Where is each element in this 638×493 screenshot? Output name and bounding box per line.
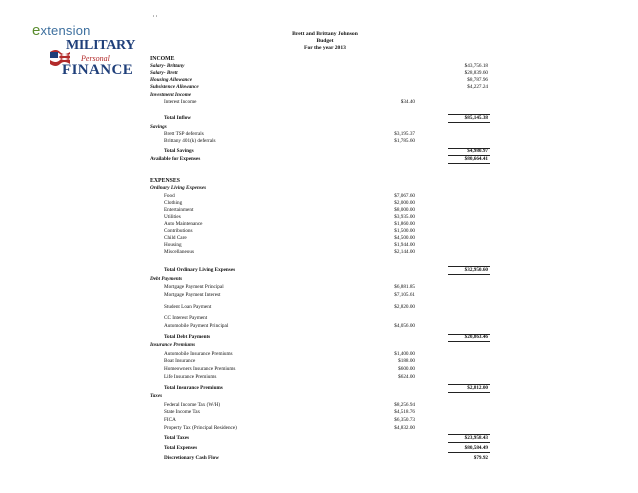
- savings-item-label: Brittany 401(k) deferrals: [164, 138, 216, 144]
- savings-item-label: Brett TSP deferrals: [164, 131, 204, 137]
- total-insurance-label: Total Insurance Premiums: [164, 385, 223, 391]
- total-taxes-underline: [448, 442, 490, 443]
- ordinary-item-label: Child Care: [164, 235, 187, 241]
- debt-item-label: Mortgage Payment Principal: [164, 284, 224, 290]
- debt-item-label: Mortgage Payment Interest: [164, 292, 221, 298]
- ordinary-item-label: Contributions: [164, 228, 193, 234]
- total-inflow-label: Total Inflow: [164, 115, 192, 121]
- available-value: $80,664.41: [464, 156, 488, 162]
- ordinary-item-value: $1,860.00: [394, 221, 415, 227]
- income-title: INCOME: [150, 56, 175, 62]
- ordinary-item-value: $2,144.00: [394, 249, 415, 255]
- savings-title: Savings: [150, 124, 167, 130]
- cash-flow-value: $79.92: [473, 455, 488, 461]
- debt-payments-title: Debt Payments: [150, 276, 183, 282]
- total-taxes-label: Total Taxes: [164, 435, 190, 441]
- ordinary-item-value: $1,944.00: [394, 242, 415, 248]
- tax-item-value: $8,256.94: [394, 402, 415, 408]
- income-item-label: Salary- Brittany: [150, 63, 185, 69]
- savings-item-value: $3,195.37: [394, 131, 415, 137]
- debt-item-label: Automobile Payment Principal: [164, 323, 229, 329]
- total-expenses-label: Total Expenses: [164, 445, 198, 451]
- income-item-value: $28,839.60: [464, 70, 488, 76]
- ordinary-item-label: Food: [164, 193, 175, 199]
- ordinary-item-value: $2,000.00: [394, 200, 415, 206]
- insurance-item-value: $1,400.00: [394, 351, 415, 357]
- income-item-label: Salary- Brett: [150, 70, 178, 76]
- insurance-item-value: $188.00: [398, 358, 415, 364]
- expenses-title: EXPENSES: [150, 178, 180, 184]
- insurance-item-value: $600.00: [398, 366, 415, 372]
- total-savings-value: $4,980.97: [467, 148, 488, 154]
- debt-item-value: $6,881.85: [394, 284, 415, 290]
- total-debt-underline: [448, 341, 490, 342]
- debt-item-label: CC Interest Payment: [164, 315, 208, 321]
- insurance-item-value: $624.00: [398, 374, 415, 380]
- tax-item-value: $6,350.73: [394, 417, 415, 423]
- debt-item-value: $2,820.00: [394, 304, 415, 310]
- header-period: For the year 2013: [304, 45, 346, 51]
- ordinary-item-label: Auto Maintenance: [164, 221, 203, 227]
- total-expenses-value: $80,584.49: [464, 445, 488, 451]
- debt-item-value: $7,105.61: [394, 292, 415, 298]
- debt-item-value: $4,056.00: [394, 323, 415, 329]
- insurance-title: Insurance Premiums: [150, 342, 196, 348]
- ordinary-item-value: $1,500.00: [394, 228, 415, 234]
- interest-income-value: $34.40: [400, 99, 415, 105]
- savings-item-value: $1,785.60: [394, 138, 415, 144]
- investment-income-title: Investment Income: [150, 92, 192, 98]
- logo-personal-text: Personal: [81, 54, 110, 63]
- ordinary-item-label: Housing: [164, 242, 182, 248]
- income-item-label: Housing Allowance: [150, 77, 193, 83]
- insurance-item-label: Homeowners Insurance Premiums: [164, 366, 236, 372]
- ordinary-item-label: Entertainment: [164, 207, 194, 213]
- total-ordinary-value: $32,950.60: [464, 267, 488, 273]
- total-insurance-value: $2,812.00: [467, 385, 488, 391]
- ordinary-item-value: $8,000.00: [394, 207, 415, 213]
- total-expenses-underline: [448, 452, 490, 453]
- tax-item-value: $4,832.00: [394, 425, 415, 431]
- total-ordinary-underline: [448, 274, 490, 275]
- ordinary-expenses-title: Ordinary Living Expenses: [150, 185, 207, 191]
- available-underline: [448, 163, 490, 164]
- total-insurance-underline: [448, 392, 490, 393]
- income-item-value: $4,227.24: [467, 84, 488, 90]
- insurance-item-label: Life Insurance Premiums: [164, 374, 217, 380]
- stray-mark: ˙˙: [152, 14, 158, 24]
- tax-item-label: Property Tax (Principal Residence): [164, 425, 237, 431]
- ordinary-item-value: $4,500.00: [394, 235, 415, 241]
- insurance-item-label: Automobile Insurance Premiums: [164, 351, 233, 357]
- available-label: Available for Expenses: [150, 156, 201, 162]
- total-taxes-value: $23,958.43: [464, 435, 488, 441]
- tax-item-label: FICA: [164, 417, 176, 423]
- logo-military-text: MILITARY: [66, 38, 136, 53]
- total-debt-value: $20,863.46: [464, 334, 488, 340]
- total-savings-label: Total Savings: [164, 148, 194, 154]
- total-debt-label: Total Debt Payments: [164, 334, 211, 340]
- total-inflow-underline: [448, 122, 490, 123]
- ordinary-item-value: $3,935.00: [394, 214, 415, 220]
- insurance-item-label: Boat Insurance: [164, 358, 196, 364]
- tax-item-label: State Income Tax: [164, 409, 201, 415]
- income-item-value: $8,787.96: [467, 77, 488, 83]
- ordinary-item-label: Utilities: [164, 214, 181, 220]
- cash-flow-label: Discretionary Cash Flow: [164, 455, 219, 461]
- ordinary-item-label: Clothing: [164, 200, 183, 206]
- interest-income-label: Interest Income: [164, 99, 197, 105]
- header-names: Brett and Brittany Johnson: [292, 31, 358, 37]
- income-item-value: $43,756.18: [464, 63, 488, 69]
- tax-item-label: Federal Income Tax (W/H): [164, 402, 221, 408]
- total-inflow-value: $85,145.38: [464, 115, 488, 121]
- ordinary-item-label: Miscellaneous: [164, 249, 194, 255]
- logo-extension-text: extension: [32, 22, 91, 39]
- income-item-label: Subsistence Allowance: [150, 84, 199, 90]
- ordinary-item-value: $7,067.60: [394, 193, 415, 199]
- taxes-title: Taxes: [150, 393, 163, 399]
- logo-finance-text: FINANCE: [62, 62, 134, 78]
- tax-item-value: $4,518.76: [394, 409, 415, 415]
- header-doc: Budget: [316, 38, 334, 44]
- debt-item-label: Student Loan Payment: [164, 304, 212, 310]
- total-ordinary-label: Total Ordinary Living Expenses: [164, 267, 236, 273]
